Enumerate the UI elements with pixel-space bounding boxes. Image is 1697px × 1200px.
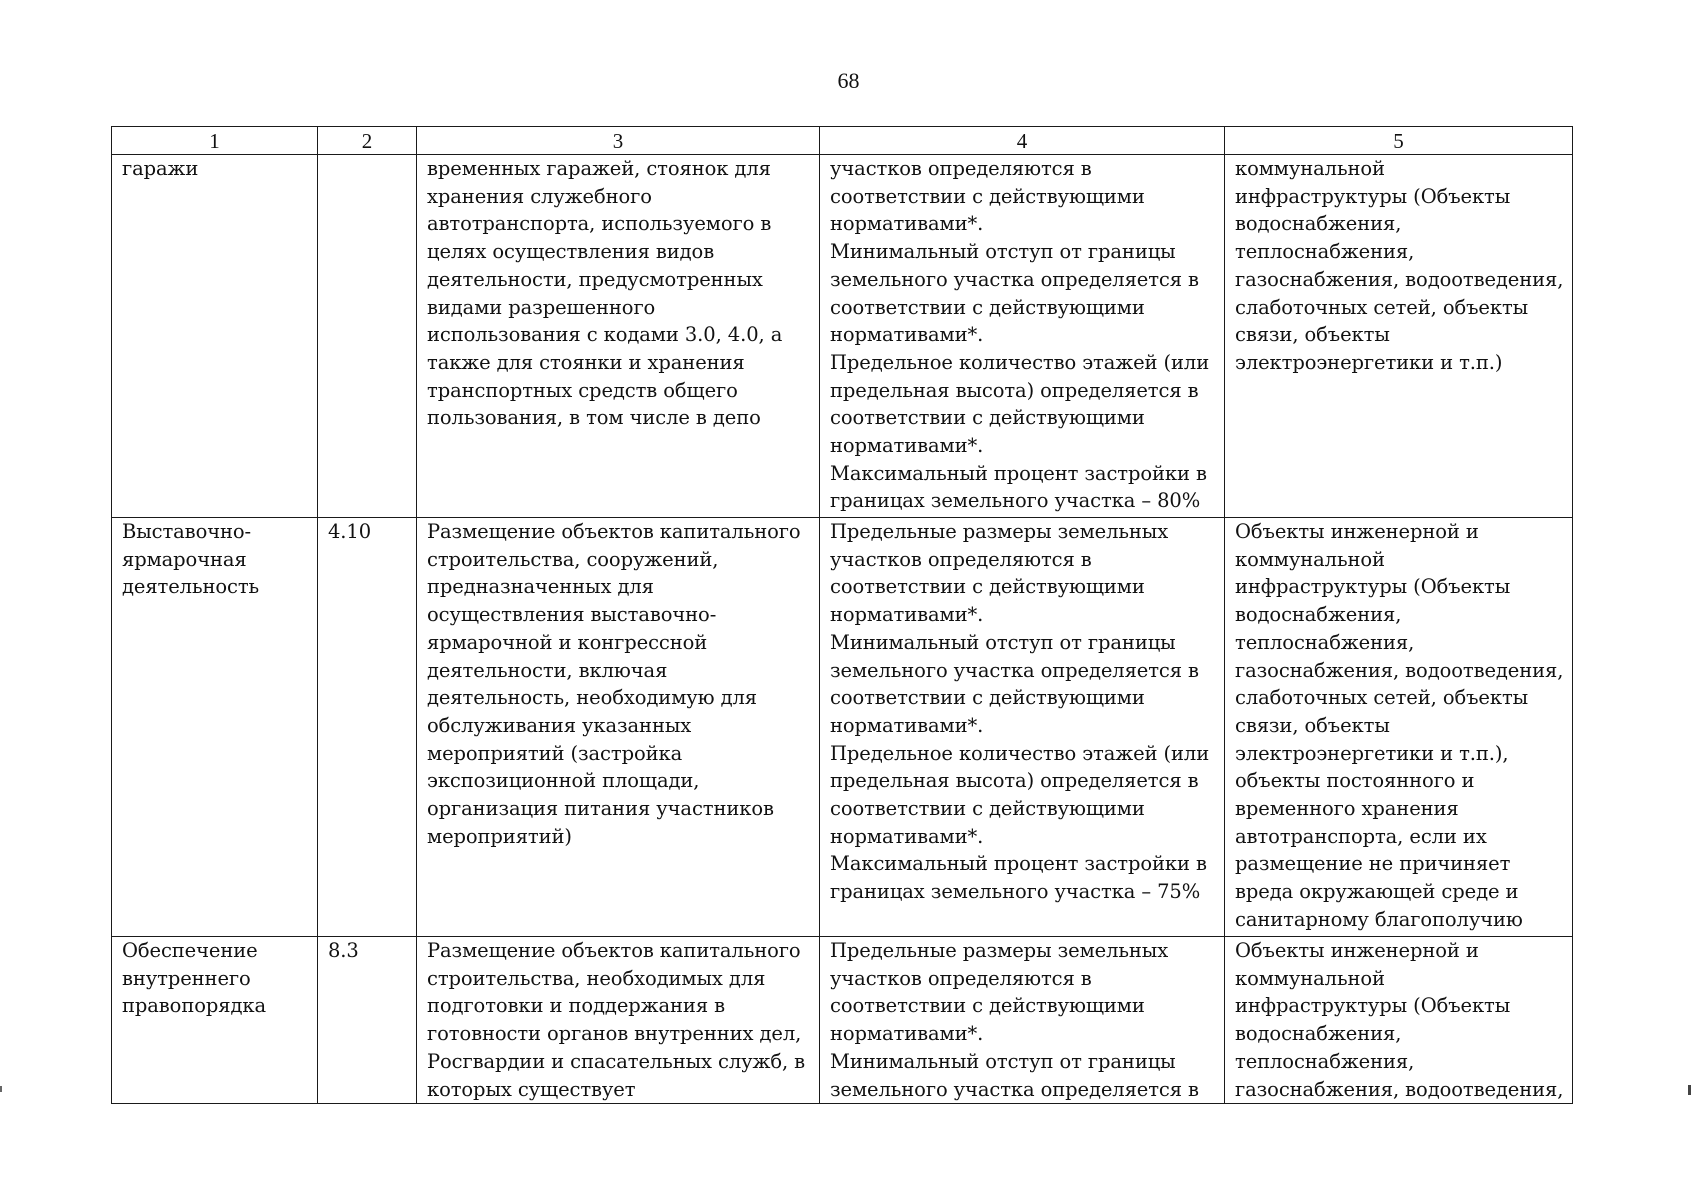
page-number: 68	[837, 68, 860, 93]
scan-artifact-mark	[1688, 1085, 1691, 1095]
use-name-cell: Обеспечение внутреннего правопорядка	[112, 937, 318, 1104]
use-code-cell: 8.3	[318, 937, 417, 1104]
parameters-cell: участков определяются в соответствии с действующими нормативами*. Минимальный отступ от границы земельного участка определяется в соответствии с действующими нормативами*. Предельное количество этажей (или предельная высота) определяется в соответствии с действующими нормативами*. Максимальный процент застройки в границах земельного участка – 80%	[820, 155, 1225, 518]
parameters-cell: Предельные размеры земельных участков определяются в соответствии с действующими нормативами*. Минимальный отступ от границы земельного участка определяется в соответствии с действующими нормативами*. Предельное количество этажей (или предельная высота) определяется в соответствии с действующими нормативами*. Максимальный процент застройки в границах земельного участка – 75%	[820, 518, 1225, 937]
scan-artifact-mark	[0, 1086, 2, 1092]
column-header-5: 5	[1225, 127, 1573, 155]
table-header-row	[112, 127, 1573, 155]
use-code-cell	[318, 155, 417, 518]
use-description-cell: временных гаражей, стоянок для хранения служебного автотранспорта, используемого в целях осуществления видов деятельности, предусмотренных видами разрешенного использования с кодами 3.0, 4.0, а также для стоянки и хранения транспортных средств общего пользования, в том числе в депо	[417, 155, 820, 518]
table-row	[112, 155, 1573, 518]
table-row	[112, 518, 1573, 937]
use-description-cell: Размещение объектов капитального строительства, сооружений, предназначенных для осуществления выставочно- ярмарочной и конгрессной деятельности, включая деятельность, необходимую для обслуживания указанных мероприятий (застройка экспозиционной площади, организация питания участников мероприятий)	[417, 518, 820, 937]
column-header-4: 4	[820, 127, 1225, 155]
auxiliary-uses-cell: коммунальной инфраструктуры (Объекты водоснабжения, теплоснабжения, газоснабжения, водоотведения, слаботочных сетей, объекты связи, объекты электроэнергетики и т.п.)	[1225, 155, 1573, 518]
column-header-2: 2	[318, 127, 417, 155]
column-header-1: 1	[112, 127, 318, 155]
regulations-table	[111, 126, 1573, 1104]
use-description-cell: Размещение объектов капитального строительства, необходимых для подготовки и поддержания в готовности органов внутренних дел, Росгвардии и спасательных служб, в которых существует	[417, 937, 820, 1104]
use-name-cell: Выставочно- ярмарочная деятельность	[112, 518, 318, 937]
auxiliary-uses-cell: Объекты инженерной и коммунальной инфраструктуры (Объекты водоснабжения, теплоснабжения, газоснабжения, водоотведения, слаботочных сетей, объекты связи, объекты электроэнергетики и т.п.), объекты постоянного и временного хранения автотранспорта, если их размещение не причиняет вреда окружающей среде и санитарному благополучию	[1225, 518, 1573, 937]
auxiliary-uses-cell: Объекты инженерной и коммунальной инфраструктуры (Объекты водоснабжения, теплоснабжения, газоснабжения, водоотведения,	[1225, 937, 1573, 1104]
parameters-cell: Предельные размеры земельных участков определяются в соответствии с действующими нормативами*. Минимальный отступ от границы земельного участка определяется в	[820, 937, 1225, 1104]
column-header-3: 3	[417, 127, 820, 155]
table-row	[112, 937, 1573, 1104]
use-name-cell: гаражи	[112, 155, 318, 518]
use-code-cell: 4.10	[318, 518, 417, 937]
